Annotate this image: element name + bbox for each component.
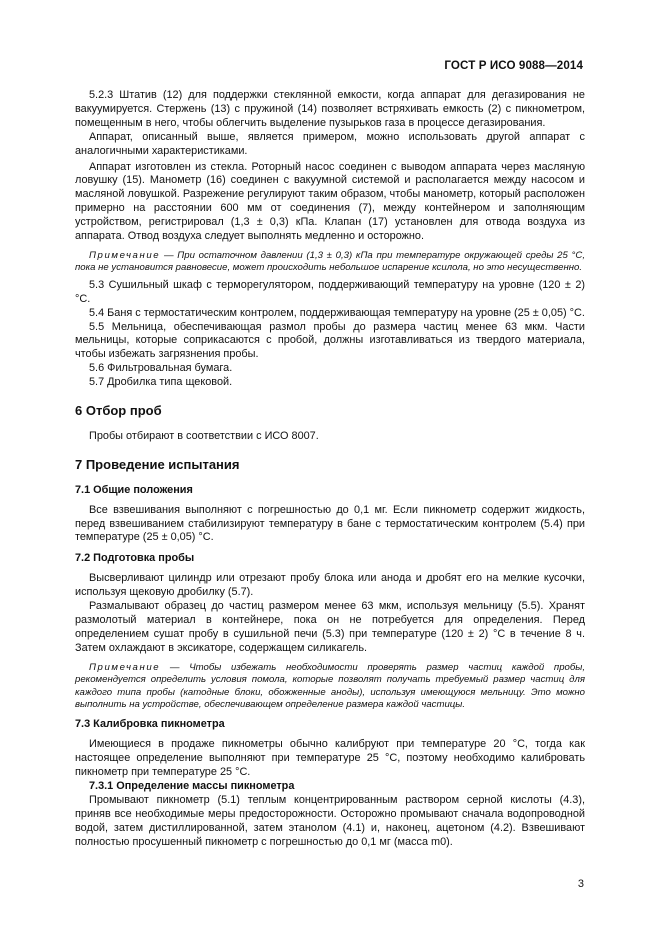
section-heading-7: 7 Проведение испытания bbox=[75, 456, 240, 472]
note-text: — Чтобы избежать необходимости проверять размер частиц каждой пробы, рекомендуется определить условия помола, которые позволят получать требуемый размер частиц для каждого типа пробы (катодные блоки, обожженные аноды), используя имеющуюся мельницу. Это можно выполнить на устройстве, обеспечивающем определение размера каждой частицы. bbox=[75, 661, 585, 710]
paragraph-5-2-3: 5.2.3 Штатив (12) для поддержки стеклянной емкости, когда аппарат для дегазирования не вакуумируется. Стержень (13) с пружиной (14) позволяет встряхивать емкость (2) с пикнометром, помещенным в него, чтобы облегчить выделение пузырьков газа в процессе дегазирования. bbox=[75, 89, 585, 129]
note-label: Примечание bbox=[89, 249, 161, 261]
paragraph-apparatus-glass: Аппарат изготовлен из стекла. Роторный насос соединен с выводом аппарата через масляную ловушку (15). Манометр (16) соединен с вакуумной системой и располагается между насосом и масляной ловушкой. Разрежение регулируют таким образом, чтобы манометр, который расположен примерно на расстоянии 600 мм от соединения (7), между контейнером и заполняющим устройством, регистрировал (1,3 ± 0,3) кПа. Клапан (17) установлен для отвода воздуха из аппарата. Отвод воздуха следует выполнять медленно и осторожно. bbox=[75, 160, 585, 243]
paragraph-6: Пробы отбирают в соответствии с ИСО 8007. bbox=[89, 429, 319, 442]
note-2 bbox=[75, 662, 585, 712]
note-label: Примечание bbox=[89, 661, 161, 673]
subsection-heading-7-2: 7.2 Подготовка пробы bbox=[75, 552, 195, 565]
page-number: 3 bbox=[577, 878, 584, 890]
paragraph-5-5: 5.5 Мельница, обеспечивающая размол пробы до размера частиц менее 63 мкм. Части мельницы, которые соприкасаются с пробой, должны изготавливаться из твердого материала, чтобы избежать загрязнения пробы. bbox=[75, 320, 585, 361]
paragraph-7-2-a: Высверливают цилиндр или отрезают пробу блока или анода и дробят его на мелкие кусочки, используя щековую дробилку (5.7). bbox=[75, 572, 585, 599]
page-body bbox=[75, 89, 585, 850]
paragraph-7-1: Все взвешивания выполняют с погрешностью до 0,1 мг. Если пикнометр содержит жидкость, перед взвешиванием стабилизируют температуру в бане с термостатическим контролем (5.4) при температуре (25 ± 0,05) °С. bbox=[75, 503, 585, 544]
paragraph-5-4: 5.4 Баня с термостатическим контролем, поддерживающая температуру на уровне (25 ± 0,05) °С. bbox=[89, 306, 585, 319]
section-heading-6: 6 Отбор проб bbox=[75, 403, 162, 419]
paragraph-7-2-b: Размалывают образец до частиц размером менее 63 мкм, используя мельницу (5.5). Хранят размолотый материал в контейнере, пока он не потребуется для определения. Перед определением сушат пробу в сушильной печи (5.3) при температуре (120 ± 2) °С в течение 8 ч. Затем охлаждают в эксикаторе, содержащем силикагель. bbox=[75, 600, 585, 654]
paragraph-5-3: 5.3 Сушильный шкаф с терморегулятором, поддерживающий температуру на уровне (120 ± 2) °С. bbox=[75, 278, 585, 305]
paragraph-7-3: Имеющиеся в продаже пикнометры обычно калибруют при температуре 20 °С, тогда как настоящее определение выполняют при температуре 25 °С, поэтому необходимо калибровать пикнометр при температуре 25 °С. bbox=[75, 738, 585, 779]
paragraph-5-6: 5.6 Фильтровальная бумага. bbox=[89, 362, 233, 375]
paragraph-5-7: 5.7 Дробилка типа щековой. bbox=[89, 376, 233, 389]
note-text: — При остаточном давлении (1,3 ± 0,3) кПа при температуре окружающей среды 25 °С, пока не установится равновесие, может происходить небольшое испарение ксилола, но это несущественно. bbox=[75, 249, 585, 274]
subsection-heading-7-3-1: 7.3.1 Определение массы пикнометра bbox=[89, 779, 295, 792]
paragraph-7-3-1: Промывают пикнометр (5.1) теплым концентрированным раствором серной кислоты (4.3), приняв все необходимые меры предосторожности. Осторожно промывают сначала водопроводной водой, затем дистиллированной, затем этанолом (4.1) и, наконец, ацетоном (4.2). Взвешивают полностью просушенный пикнометр с погрешностью до 0,1 мг (масса m0). bbox=[75, 793, 585, 848]
standard-header: ГОСТ Р ИСО 9088—2014 bbox=[444, 59, 583, 72]
subsection-heading-7-3: 7.3 Калибровка пикнометра bbox=[75, 718, 225, 731]
paragraph-apparatus-example: Аппарат, описанный выше, является примером, можно использовать другой аппарат с аналогичными характеристиками. bbox=[75, 130, 585, 157]
note-1 bbox=[75, 250, 585, 275]
subsection-heading-7-1: 7.1 Общие положения bbox=[75, 483, 193, 496]
